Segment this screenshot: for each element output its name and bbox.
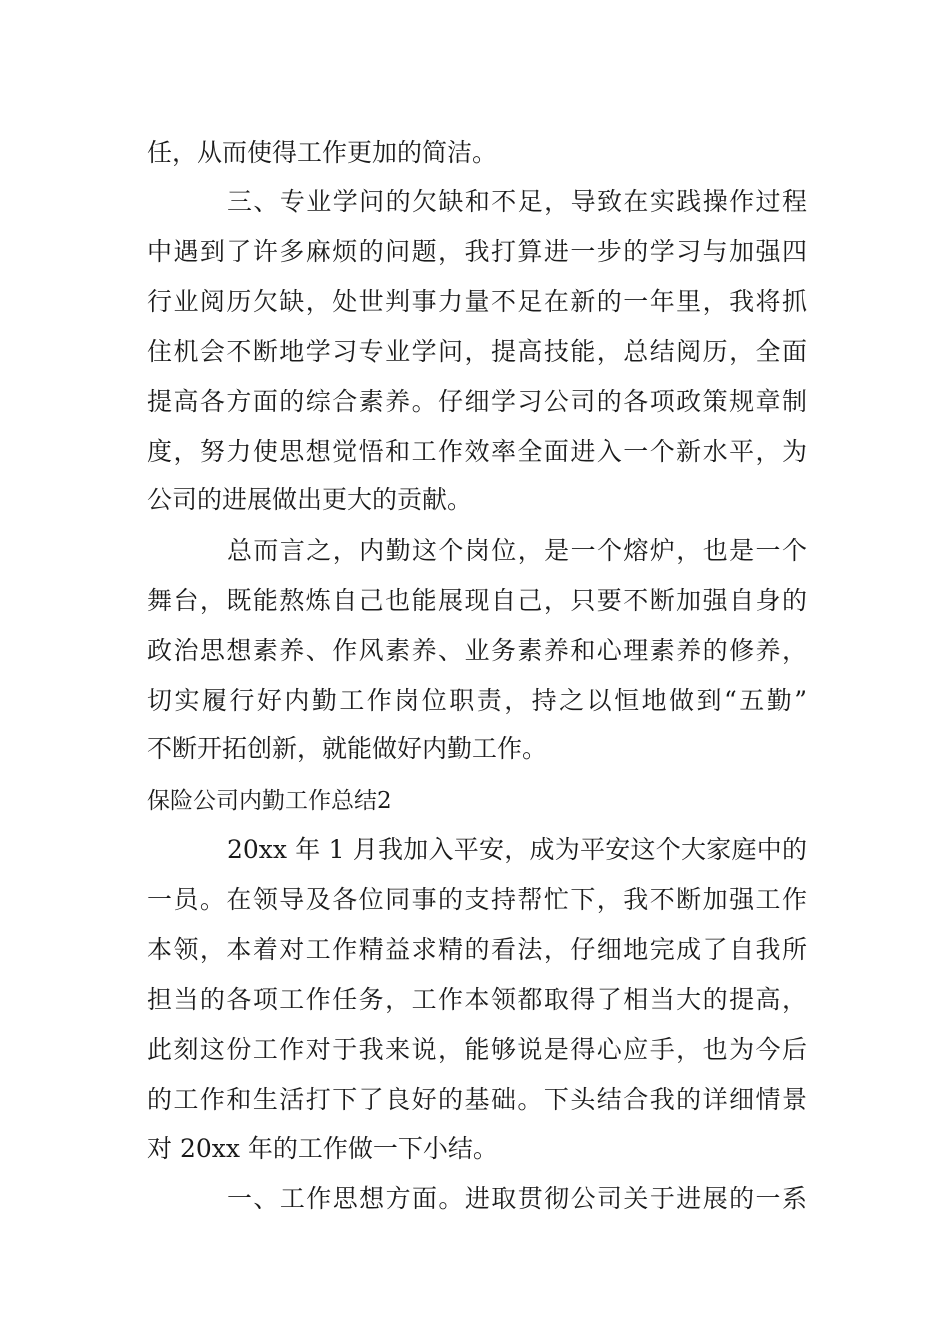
text-line: 担当的各项工作任务，工作本领都取得了相当大的提高， — [147, 985, 807, 1014]
text-line: 的工作和生活打下了良好的基础。下头结合我的详细情景 — [147, 1085, 807, 1114]
text-line: 公司的进展做出更大的贡献。 — [147, 485, 473, 514]
text-line: 三、专业学问的欠缺和不足，导致在实践操作过程 — [227, 187, 807, 216]
text-line: 一员。在领导及各位同事的支持帮忙下，我不断加强工作 — [147, 885, 807, 914]
text-line: 度，努力使思想觉悟和工作效率全面进入一个新水平，为 — [147, 437, 807, 466]
text-line: 不断开拓创新，就能做好内勤工作。 — [147, 734, 548, 763]
text-line: 任，从而使得工作更加的简洁。 — [147, 138, 498, 167]
text-line: 本领，本着对工作精益求精的看法，仔细地完成了自我所 — [147, 935, 807, 964]
text-line: 行业阅历欠缺，处世判事力量不足在新的一年里，我将抓 — [147, 287, 807, 316]
text-line: 政治思想素养、作风素养、业务素养和心理素养的修养， — [147, 636, 807, 665]
text-line: 提高各方面的综合素养。仔细学习公司的各项政策规章制 — [147, 387, 807, 416]
text-line: 中遇到了许多麻烦的问题，我打算进一步的学习与加强四 — [147, 237, 807, 266]
text-line: 20xx 年 1 月我加入平安，成为平安这个大家庭中的 — [227, 835, 807, 864]
text-line: 此刻这份工作对于我来说，能够说是得心应手，也为今后 — [147, 1035, 807, 1064]
text-line: 切实履行好内勤工作岗位职责，持之以恒地做到“五勤” — [147, 686, 807, 715]
text-line: 总而言之，内勤这个岗位，是一个熔炉，也是一个 — [227, 536, 807, 565]
text-line: 舞台，既能熬炼自己也能展现自己，只要不断加强自身的 — [147, 586, 807, 615]
text-line: 一、工作思想方面。进取贯彻公司关于进展的一系 — [227, 1184, 807, 1213]
text-line: 对 20xx 年的工作做一下小结。 — [147, 1134, 498, 1163]
section-heading: 保险公司内勤工作总结2 — [147, 788, 392, 814]
text-line: 住机会不断地学习专业学问，提高技能，总结阅历，全面 — [147, 337, 807, 366]
